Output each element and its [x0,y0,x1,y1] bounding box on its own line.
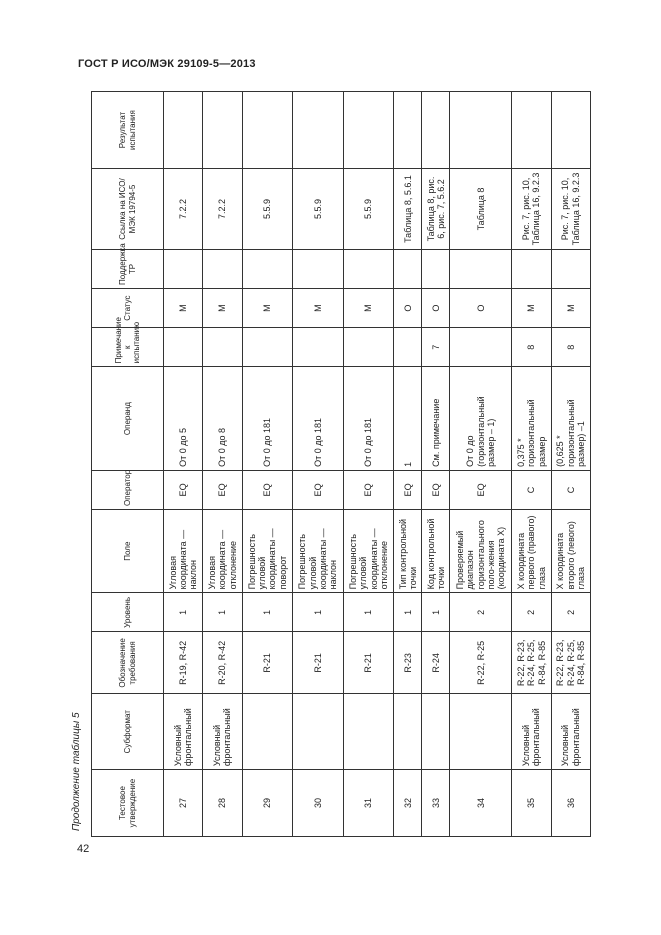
table-cell: M [164,289,203,328]
column-header: Поддержка ТР [92,249,164,288]
table-cell: Рис. 7, рис. 10, Таблица 16, 9.2.3 [512,169,551,250]
table-cell: Условный фронтальный [551,694,590,770]
table-cell: M [203,289,242,328]
table-cell: 0,375 * горизонтальный размер [512,367,551,471]
table-cell: 36 [551,770,590,837]
table-cell [512,249,551,288]
table-cell [422,249,450,288]
table-cell: R-24 [422,632,450,694]
table-cell [293,328,344,367]
table-cell: EQ [164,470,203,509]
table-cell: R-21 [343,632,394,694]
column-header: Уровень [92,593,164,632]
table-cell: EQ [203,470,242,509]
page-number: 42 [77,843,90,855]
table-cell [450,92,512,169]
table-cell: От 0 до 181 [293,367,344,471]
table-cell: От 0 до 181 [242,367,293,471]
table-cell: Угловая координата — наклон [164,510,203,593]
table-cell [203,92,242,169]
table-cell: M [343,289,394,328]
table-cell: O [394,289,422,328]
table-cell: Таблица 8, 5.6.1 [394,169,422,250]
table-cell [242,328,293,367]
table-cell [164,92,203,169]
table-cell: R-22, R-23, R-24, R-25, R-84, R-85 [551,632,590,694]
table-row [450,92,512,837]
table-cell: 34 [450,770,512,837]
rotated-table-container [71,91,591,837]
table-cell: Тип контрольной точки [394,510,422,593]
table-cell: EQ [343,470,394,509]
table-cell [394,328,422,367]
column-header: Примечание к испытанию [92,328,164,367]
table-cell [551,92,590,169]
table-cell [394,249,422,288]
table-cell: O [422,289,450,328]
table-body [164,92,591,837]
table-cell: X координата первого (правого) глаза [512,510,551,593]
table-cell: 7.2.2 [203,169,242,250]
table-cell: R-22, R-23, R-24, R-25, R-84, R-85 [512,632,551,694]
table-area [71,91,591,837]
table-cell: EQ [394,470,422,509]
column-header: Обозначение требования [92,632,164,694]
table-cell [512,92,551,169]
table-cell: 31 [343,770,394,837]
table-cell [242,694,293,770]
table-cell [164,328,203,367]
table-cell: R-23 [394,632,422,694]
table-cell: X координата второго (левого) глаза [551,510,590,593]
table-cell: Погрешность угловой координаты — отклонение [343,510,394,593]
table-cell: 1 [164,593,203,632]
table-cell: R-21 [242,632,293,694]
table-cell [203,249,242,288]
table-cell: 28 [203,770,242,837]
table-cell: Рис. 7, рис. 10, Таблица 16, 9.2.3 [551,169,590,250]
table-cell: От 0 до (горизонтальный размер – 1) [450,367,512,471]
column-header: Поле [92,510,164,593]
table-cell: См. примечание [422,367,450,471]
table-cell: 5.5.9 [242,169,293,250]
table-cell: 32 [394,770,422,837]
table-cell: 33 [422,770,450,837]
table-cell: C [551,470,590,509]
table-cell: 2 [551,593,590,632]
table-cell: EQ [422,470,450,509]
column-header: Субформат [92,694,164,770]
table-cell: EQ [242,470,293,509]
table-cell: R-20, R-42 [203,632,242,694]
table-cell [394,92,422,169]
table-cell: Погрешность угловой координаты — поворот [242,510,293,593]
table-cell: 29 [242,770,293,837]
table-cell [394,694,422,770]
table-row [164,92,203,837]
table-caption: Продолжение таблицы 5 [71,712,82,831]
table-cell: 1 [242,593,293,632]
table-cell: EQ [293,470,344,509]
table-cell [242,249,293,288]
table-cell [343,694,394,770]
table-cell: 35 [512,770,551,837]
table-cell: От 0 до 5 [164,367,203,471]
requirements-table [91,91,591,837]
table-cell: 8 [551,328,590,367]
document-title: ГОСТ Р ИСО/МЭК 29109-5—2013 [78,58,256,70]
table-cell [343,249,394,288]
table-cell: R-21 [293,632,344,694]
column-header: Тестовое утверждение [92,770,164,837]
column-header: Статус [92,289,164,328]
table-cell: EQ [450,470,512,509]
table-cell: M [293,289,344,328]
table-cell: От 0 до 8 [203,367,242,471]
column-header: Ссылка на ИСО/МЭК 19794-5 [92,169,164,250]
table-cell: 5.5.9 [343,169,394,250]
column-header: Операнд [92,367,164,471]
table-cell [450,328,512,367]
column-header: Оператор [92,470,164,509]
column-header: Результат испытания [92,92,164,169]
table-cell: 30 [293,770,344,837]
table-cell [203,328,242,367]
table-cell: M [551,289,590,328]
table-cell: C [512,470,551,509]
table-cell: 7.2.2 [164,169,203,250]
table-cell: 1 [203,593,242,632]
table-row [394,92,422,837]
table-cell [293,249,344,288]
table-cell [551,249,590,288]
table-cell: 1 [422,593,450,632]
table-cell [422,694,450,770]
table-row [422,92,450,837]
table-cell [343,328,394,367]
table-cell [293,694,344,770]
table-cell: Условный фронтальный [512,694,551,770]
table-cell: От 0 до 181 [343,367,394,471]
table-row [242,92,293,837]
table-cell: Проверяемый диапазон горизонтального поло-жения (координата X) [450,510,512,593]
table-cell: Угловая координата — отклонение [203,510,242,593]
table-cell: 1 [293,593,344,632]
table-cell: 5.5.9 [293,169,344,250]
table-row [293,92,344,837]
table-cell [293,92,344,169]
table-cell: 27 [164,770,203,837]
table-cell: Таблица 8 [450,169,512,250]
table-cell [422,92,450,169]
table-cell [343,92,394,169]
table-row [203,92,242,837]
table-cell [164,249,203,288]
table-cell: 1 [394,593,422,632]
table-cell [242,92,293,169]
table-cell [450,249,512,288]
table-row [551,92,590,837]
table-cell: M [242,289,293,328]
table-row [343,92,394,837]
table-cell: 7 [422,328,450,367]
table-cell: R-22, R-25 [450,632,512,694]
table-cell: 8 [512,328,551,367]
table-cell: Код контрольной точки [422,510,450,593]
table-cell: Условный фронтальный [164,694,203,770]
table-row [512,92,551,837]
table-cell: 2 [450,593,512,632]
table-cell: Условный фронтальный [203,694,242,770]
table-cell: 2 [512,593,551,632]
table-cell: M [512,289,551,328]
table-cell: O [450,289,512,328]
table-cell: Погрешность угловой координаты — наклон [293,510,344,593]
table-cell: (0,625 * горизонтальный размер) –1 [551,367,590,471]
table-cell: 1 [343,593,394,632]
table-header [92,92,164,837]
table-cell: Таблица 8, рис. 6, рис. 7, 5.6.2 [422,169,450,250]
table-cell: 1 [394,367,422,471]
table-cell [450,694,512,770]
table-cell: R-19, R-42 [164,632,203,694]
